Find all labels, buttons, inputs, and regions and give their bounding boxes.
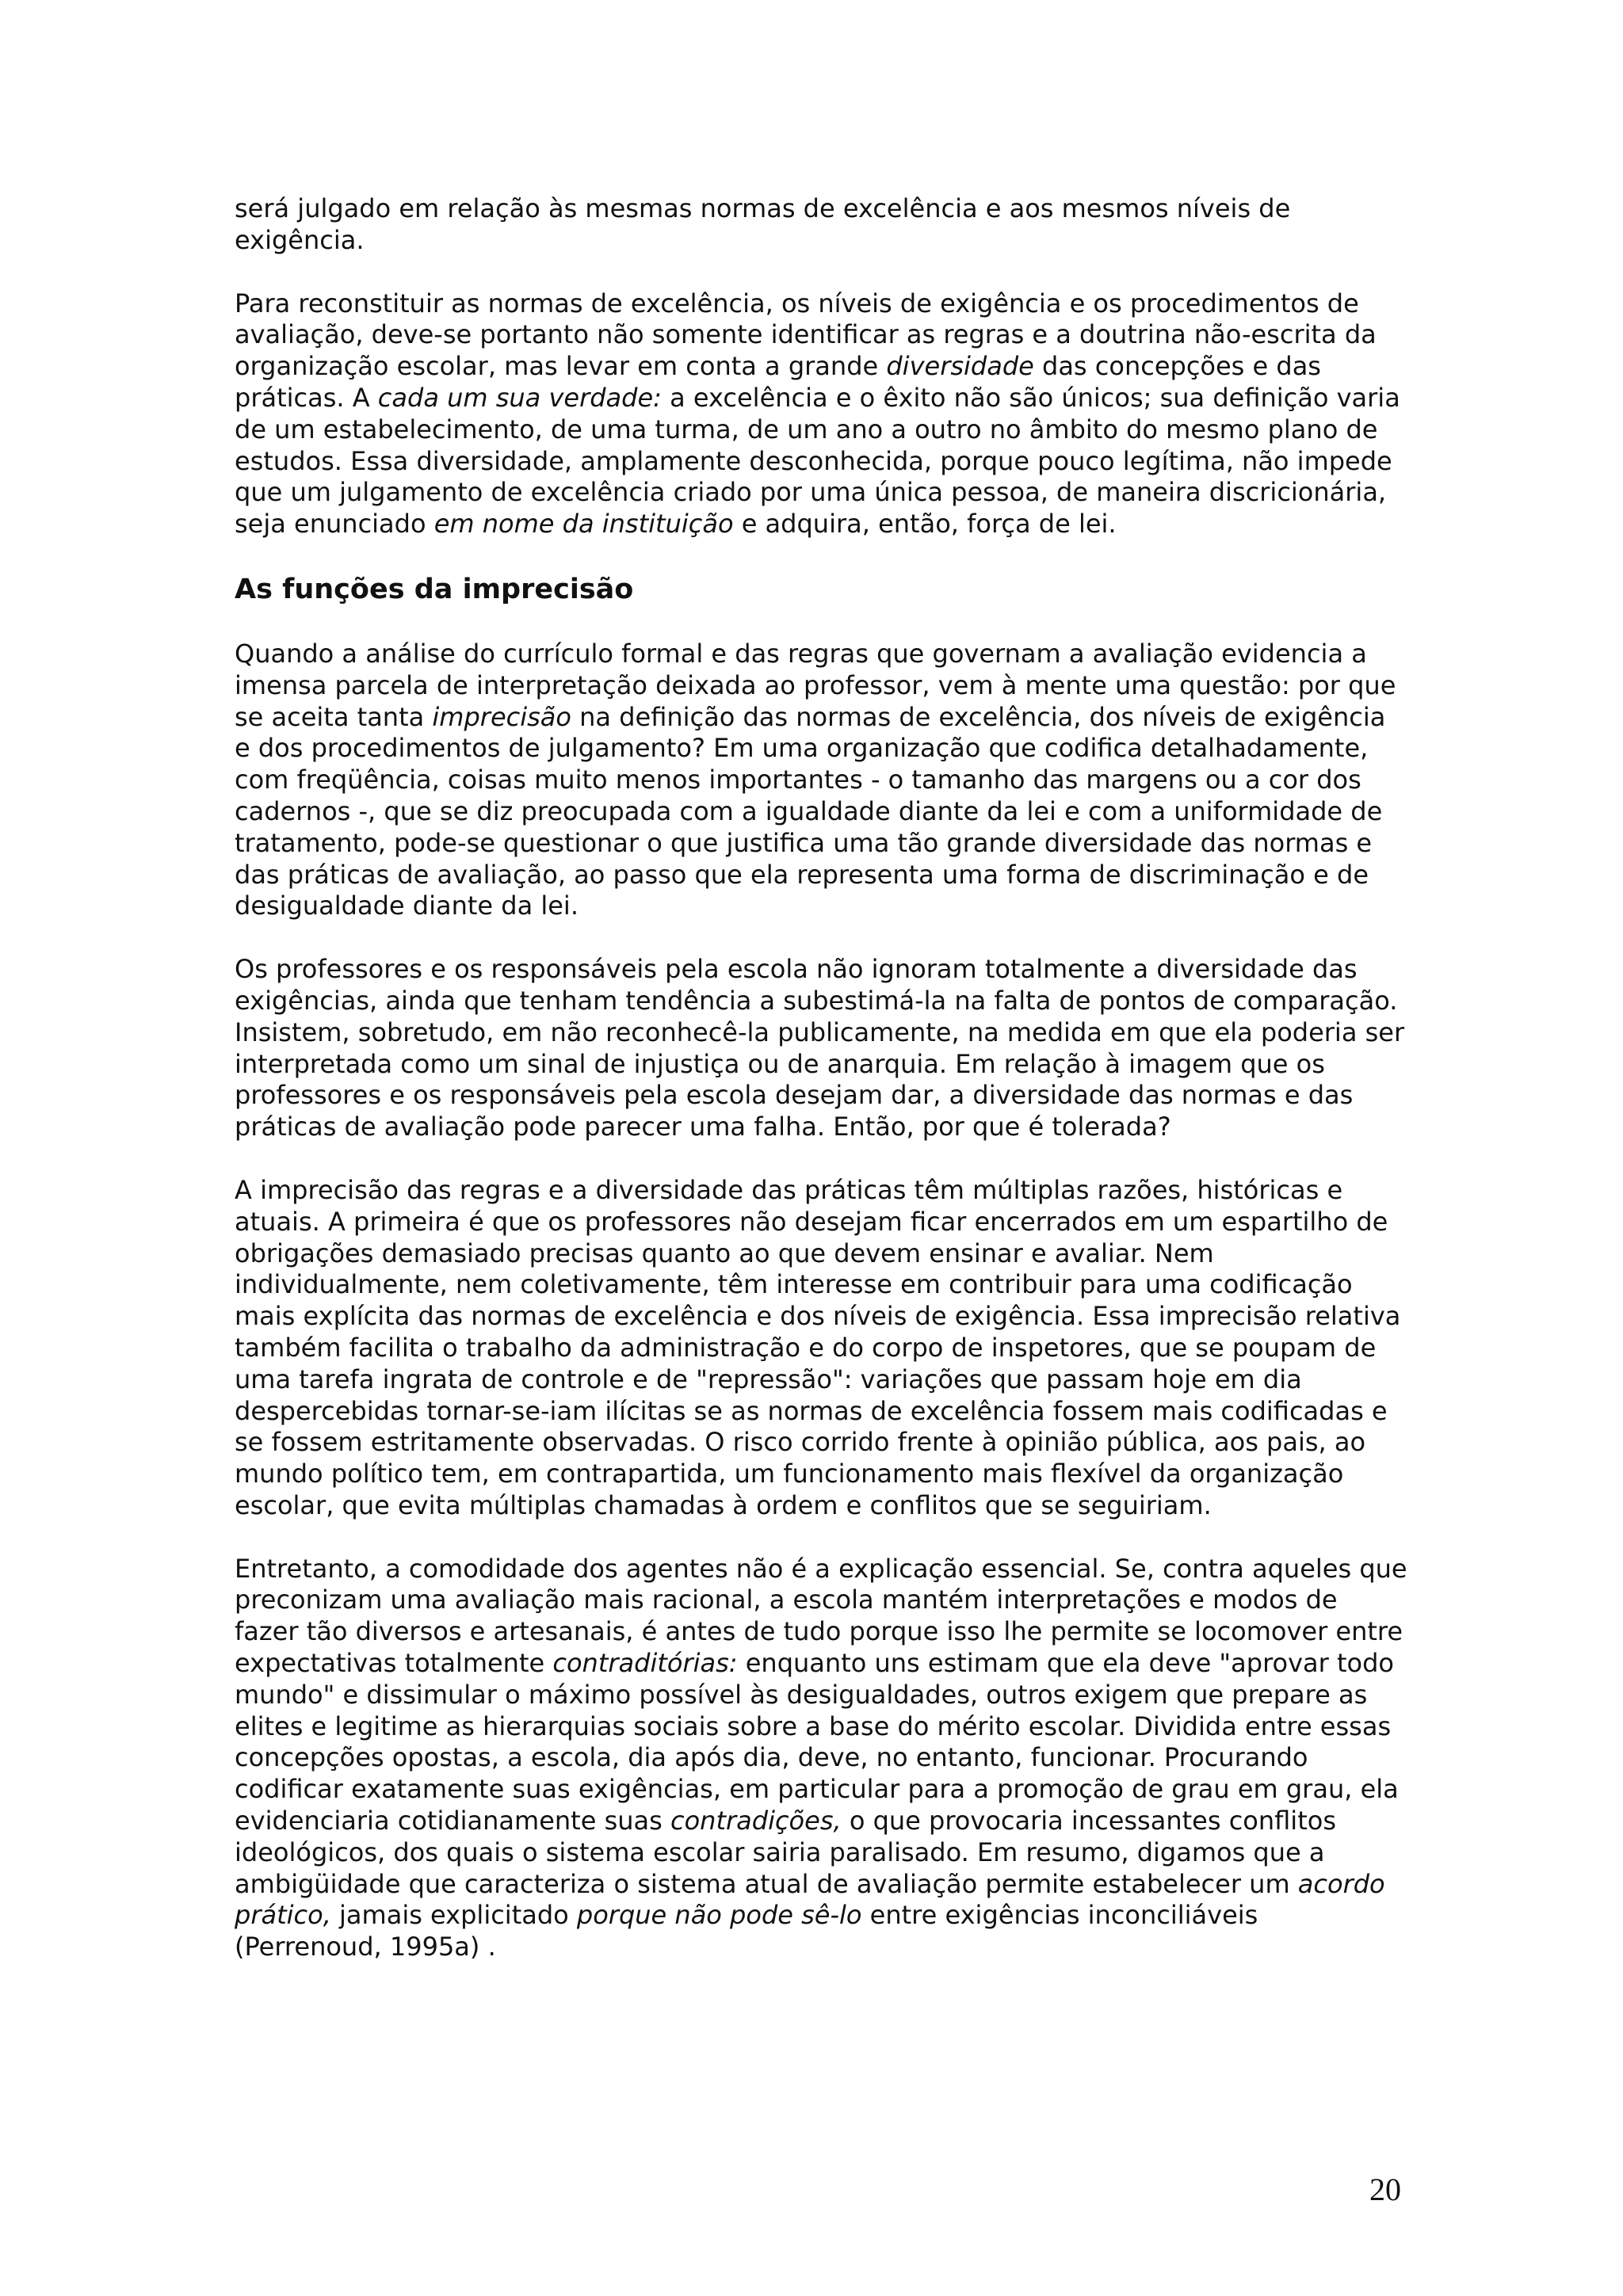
body-paragraph — [235, 639, 1407, 922]
italic-text-segment: imprecisão — [432, 701, 571, 732]
section-heading: As funções da imprecisão — [235, 573, 634, 605]
text-segment: A imprecisão das regras e a diversidade das práticas têm múltiplas razões, históricas e atuais. A primeira é que os professores não desejam ficar encerrados em um espartilho de obrigações demasiado precisas quanto ao que devem ensinar e avaliar. Nem individualmente, nem coletivamente, têm interesse em contribuir para uma codificação mais explícita das normas de excelência e dos níveis de exigência. Essa imprecisão relativa também facilita o trabalho da administração e do corpo de inspetores, que se poupam de uma tarefa ingrata de controle e de "repressão": variações que passam hoje em dia despercebidas tornar-se-iam ilícitas se as normas de excelência fossem mais codificadas e se fossem estritamente observadas. O risco corrido frente à opinião pública, aos pais, ao mundo político tem, em contrapartida, um funcionamento mais flexível da organização escolar, que evita múltiplas chamadas à ordem e conflitos que se seguiriam. — [235, 1174, 1409, 1520]
text-segment: na definição das normas de excelência, dos níveis de exigência e dos procedimentos de julgamento? Em uma organização que codifica detalhadamente, com freqüência, coisas muito menos importantes - o tamanho das margens ou a cor dos cadernos -, que se diz preocupada com a igualdade diante da lei e com a uniformidade de tratamento, pode-se questionar o que justifica uma tão grande diversidade das normas e das práticas de avaliação, ao passo que ela representa uma forma de discriminação e de desigualdade diante da lei. — [235, 701, 1394, 921]
italic-text-segment: em nome da instituição — [433, 509, 734, 540]
paragraphs-before-heading — [235, 193, 1407, 540]
text-segment: entre exigências inconciliáveis (Perrenoud, 1995a) . — [235, 1900, 1266, 1962]
body-paragraph — [235, 1175, 1407, 1522]
text-segment: e adquira, então, força de lei. — [733, 509, 1117, 540]
body-paragraph — [235, 193, 1407, 257]
italic-text-segment: acordo prático, — [235, 1868, 1393, 1931]
italic-text-segment: diversidade — [886, 351, 1034, 382]
text-segment: enquanto uns estimam que ela deve "aprovar todo mundo" e dissimular o máximo possível às desigualdades, outros exigem que prepare as elites e legitime as hierarquias sociais sobre a base do mérito escolar. Dividida entre essas concepções opostas, a escola, dia após dia, deve, no entanto, funcionar. Procurando codificar exatamente suas exigências, em particular para a promoção de grau em grau, ela evidenciaria cotidianamente suas — [235, 1648, 1407, 1836]
document-body — [235, 193, 1415, 1995]
body-paragraph — [235, 1553, 1415, 1963]
body-paragraph — [235, 288, 1407, 540]
text-segment: o que provocaria incessantes conflitos ideológicos, dos quais o sistema escolar sairia paralisado. Em resumo, digamos que a ambigüidade que caracteriza o sistema atual de avaliação permite estabelecer um — [235, 1806, 1345, 1899]
text-segment: Entretanto, a comodidade dos agentes não é a explicação essencial. Se, contra aqueles que preconizam uma avaliação mais racional, a escola mantém interpretações e modos de fazer tão diversos e artesanais, é antes de tudo porque isso lhe permite se locomover entre expectativas totalmente — [235, 1553, 1415, 1679]
italic-text-segment: contraditórias: — [552, 1648, 738, 1679]
text-segment: Os professores e os responsáveis pela escola não ignoram totalmente a diversidade das exigências, ainda que tenham tendência a subestimá-la na falta de pontos de comparação. Insistem, sobretudo, em não reconhecê-la publicamente, na medida em que ela poderia ser interpretada como um sinal de injustiça ou de anarquia. Em relação à imagem que os professores e os responsáveis pela escola desejam dar, a diversidade das normas e das práticas de avaliação pode parecer uma falha. Então, por que é tolerada? — [235, 954, 1413, 1142]
text-segment: Quando a análise do currículo formal e das regras que governam a avaliação evidencia a imensa parcela de interpretação deixada ao professor, vem à mente uma questão: por que se aceita tanta — [235, 638, 1404, 732]
text-segment: das concepções e das práticas. A — [235, 351, 1330, 413]
text-segment: será julgado em relação às mesmas normas de excelência e aos mesmos níveis de exigência. — [235, 193, 1299, 255]
paragraphs-after-heading — [235, 638, 1415, 1963]
text-segment: a excelência e o êxito não são únicos; sua definição varia de um estabelecimento, de uma turma, de um ano a outro no âmbito do mesmo plano de estudos. Essa diversidade, amplamente desconhecida, porque pouco legítima, não impede que um julgamento de excelência criado por uma única pessoa, de maneira discricionária, seja enunciado — [235, 382, 1408, 540]
text-segment: Para reconstituir as normas de excelência, os níveis de exigência e os procedimentos de avaliação, deve-se portanto não somente identificar as regras e a doutrina não-escrita da organização escolar, mas levar em conta a grande — [235, 288, 1384, 382]
italic-text-segment: porque não pode sê-lo — [576, 1900, 862, 1931]
italic-text-segment: cada um sua verdade: — [377, 382, 662, 413]
italic-text-segment: contradições, — [670, 1806, 842, 1836]
body-paragraph — [235, 954, 1413, 1143]
page-number: 20 — [1369, 2172, 1401, 2207]
text-segment: jamais explicitado — [330, 1900, 577, 1931]
